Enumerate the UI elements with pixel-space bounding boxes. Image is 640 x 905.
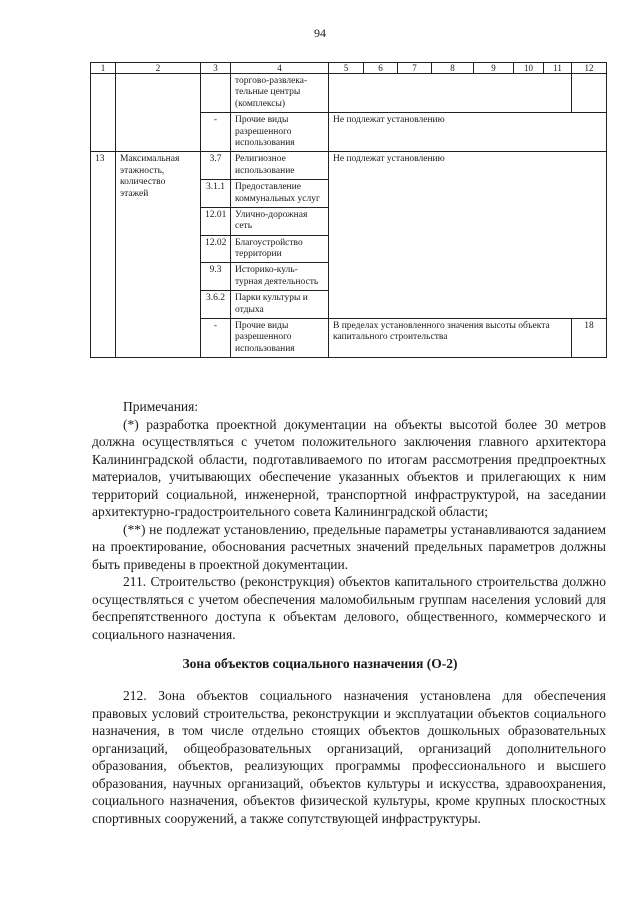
- header-cell: 3: [201, 63, 231, 74]
- notes-section: [92, 398, 606, 643]
- zone-heading: Зона объектов социального назначения (О-2): [182, 656, 458, 671]
- use-name: Прочие виды разрешенного использования: [231, 319, 329, 358]
- header-cell: 10: [514, 63, 544, 74]
- paragraph-211: 211. Строительство (реконструкция) объектов капитального строительства должно осуществляться с учетом обеспечения маломобильным группам населения условий для беспрепятственного доступа к объектам делового, общественного, коммерческого и социального назначения.: [92, 574, 606, 642]
- use-code: 12.02: [201, 235, 231, 263]
- paragraph-212: 212. Зона объектов социального назначения установлена для обеспечения правовых условий строительства, реконструкции и эксплуатации объектов социального назначения, в том числе отдельно стоящих объектов дошкольных образовательных организаций, общеобразовательных организаций, организаций дополнительного образования, объектов, реализующих программы профессионального и высшего образования, научных организаций, объектов культуры и искусства, здравоохранения, социального назначения, объектов физической культуры, кроме крупных плоскостных спортивных сооружений, а также сопутствующей инфраструктуры.: [92, 688, 606, 826]
- col12-value: 18: [572, 319, 607, 358]
- use-name: Предоставление коммунальных услуг: [231, 180, 329, 208]
- header-cell: 2: [116, 63, 201, 74]
- use-code: -: [201, 113, 231, 152]
- param-value: Не подлежат установлению: [329, 113, 607, 152]
- header-cell: 5: [329, 63, 364, 74]
- use-code: -: [201, 319, 231, 358]
- regulations-table: [90, 62, 607, 358]
- param-name: Максимальная этажность, количество этажей: [116, 152, 201, 358]
- use-code: 3.7: [201, 152, 231, 180]
- table-row: [91, 74, 607, 113]
- header-cell: 1: [91, 63, 116, 74]
- page-number: 94: [314, 26, 326, 40]
- notes-title: Примечания:: [123, 399, 199, 414]
- note-1: (*) разработка проектной документации на объекты высотой более 30 метров должна осуществляться с учетом положительного заключения главного архитектора Калининградской области, подготавливаемого по итогам рассмотрения предпроектных материалов, учитывающих обеспечение указанных объектов и прилегающих к ним территорий социальной, инженерной, транспортной инфраструктурой, на заседании архитектурно-градостроительного совета Калининградской области;: [92, 416, 606, 519]
- table-row: [91, 152, 607, 180]
- param-value: Не подлежат установлению: [329, 152, 607, 319]
- header-cell: 9: [474, 63, 514, 74]
- header-cell: 8: [432, 63, 474, 74]
- use-name: Благоустройство территории: [231, 235, 329, 263]
- use-code: 3.6.2: [201, 291, 231, 319]
- use-name: Парки культуры и отдыха: [231, 291, 329, 319]
- row-number: 13: [91, 152, 116, 358]
- use-code: 9.3: [201, 263, 231, 291]
- table-header-row: [91, 63, 607, 74]
- header-cell: 4: [231, 63, 329, 74]
- header-cell: 7: [398, 63, 432, 74]
- use-name: торгово-развлека-тельные центры (комплексы): [231, 74, 329, 113]
- header-cell: 12: [572, 63, 607, 74]
- use-code: 3.1.1: [201, 180, 231, 208]
- use-name: Прочие виды разрешенного использования: [231, 113, 329, 152]
- header-cell: 11: [544, 63, 572, 74]
- note-2: (**) не подлежат установлению, предельные параметры устанавливаются заданием на проектирование, обоснования расчетных значений предельных параметров должны быть приведены в проектной документации.: [92, 521, 606, 572]
- header-cell: 6: [364, 63, 398, 74]
- use-code: 12.01: [201, 207, 231, 235]
- use-name: Историко-куль-турная деятельность: [231, 263, 329, 291]
- param-value: В пределах установленного значения высоты объекта капитального строительства: [329, 319, 572, 358]
- use-name: Религиозное использование: [231, 152, 329, 180]
- use-name: Улично-дорожная сеть: [231, 207, 329, 235]
